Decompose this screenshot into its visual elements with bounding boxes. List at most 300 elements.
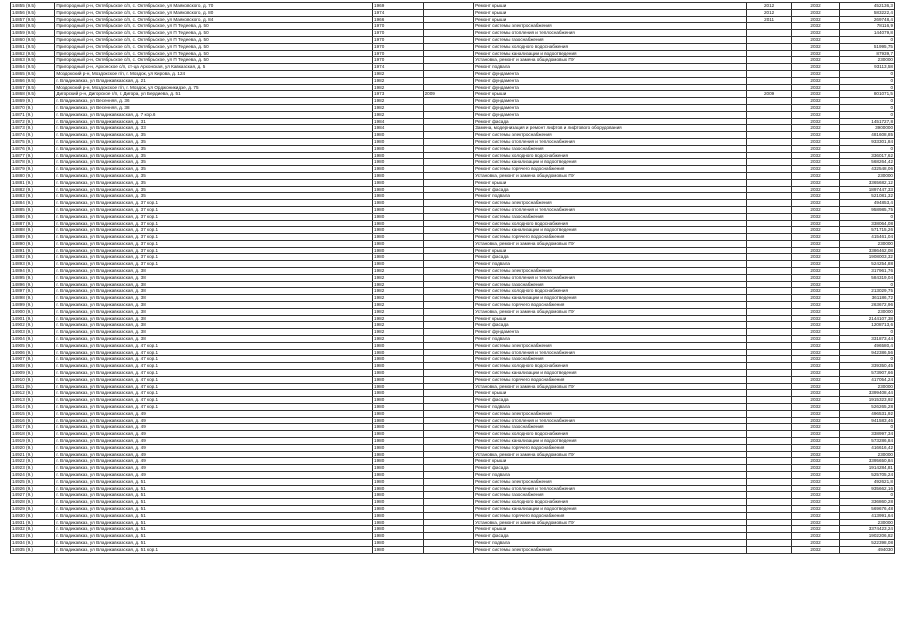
cell-work-type: Ремонт фасада	[474, 254, 747, 261]
cell-year-prev	[423, 186, 474, 193]
cell-year-prev	[423, 36, 474, 43]
table-row	[11, 315, 895, 322]
cell-year-prev	[423, 336, 474, 343]
cell-amount: 496580,4	[840, 342, 895, 349]
cell-year-plan-a	[747, 193, 791, 200]
cell-year-plan-b: 2032	[791, 336, 839, 343]
cell-year-prev	[423, 132, 474, 139]
table-row	[11, 132, 895, 139]
table-row	[11, 356, 895, 363]
cell-amount: 0	[840, 492, 895, 499]
cell-amount: 452136,3	[840, 3, 895, 10]
cell-year-prev	[423, 64, 474, 71]
cell-work-type: Ремонт фасада	[474, 186, 747, 193]
cell-work-type: Ремонт системы холодного водоснабжения	[474, 43, 747, 50]
cell-year-built: 1982	[373, 84, 424, 91]
cell-year-plan-b: 2032	[791, 444, 839, 451]
cell-id: 14872 (9.)	[11, 118, 55, 125]
cell-year-plan-b: 2032	[791, 383, 839, 390]
cell-year-plan-b: 2032	[791, 268, 839, 275]
cell-id: 14875 (9.)	[11, 138, 55, 145]
cell-id: 14887 (9.)	[11, 220, 55, 227]
table-row	[11, 138, 895, 145]
cell-year-prev	[423, 342, 474, 349]
cell-year-built: 1980	[373, 539, 424, 546]
cell-year-prev	[423, 281, 474, 288]
cell-address: г. Владикавказ, ул Владикавказская, д. 51	[55, 512, 373, 519]
cell-year-prev	[423, 213, 474, 220]
cell-id: 14870 (9.)	[11, 104, 55, 111]
cell-year-plan-a	[747, 539, 791, 546]
cell-year-built: 1980	[373, 363, 424, 370]
cell-id: 14893 (9.)	[11, 261, 55, 268]
cell-id: 14883 (9.)	[11, 193, 55, 200]
cell-amount: 1914284,81	[840, 465, 895, 472]
cell-year-plan-a	[747, 492, 791, 499]
cell-year-plan-a	[747, 132, 791, 139]
cell-work-type: Ремонт системы отопления и теплоснабжения	[474, 349, 747, 356]
cell-year-plan-b: 2032	[791, 50, 839, 57]
cell-year-built: 1982	[373, 322, 424, 329]
cell-year-plan-a	[747, 138, 791, 145]
cell-address: г. Владикавказ, ул Владикавказская, д. 49	[55, 410, 373, 417]
cell-id: 14888 (9.)	[11, 227, 55, 234]
cell-address: г. Владикавказ, ул Владикавказская, д. 49	[55, 438, 373, 445]
cell-year-built: 1980	[373, 478, 424, 485]
cell-year-plan-b: 2032	[791, 30, 839, 37]
cell-address: г. Владикавказ, ул Владикавказская, д. 51	[55, 533, 373, 540]
cell-amount: 935662,16	[840, 485, 895, 492]
cell-year-built: 1970	[373, 36, 424, 43]
cell-year-plan-a	[747, 206, 791, 213]
cell-year-plan-a	[747, 240, 791, 247]
cell-id: 14912 (9.)	[11, 390, 55, 397]
table-row	[11, 417, 895, 424]
cell-work-type: Ремонт системы канализации и водоотведения	[474, 505, 747, 512]
cell-year-prev	[423, 424, 474, 431]
cell-address: Пригородный р-н, Октябрьское с/п, с. Октябрьское, ул П Тедеева, д. 50	[55, 50, 373, 57]
cell-year-plan-b: 2032	[791, 254, 839, 261]
cell-year-plan-a	[747, 125, 791, 132]
cell-year-prev	[423, 471, 474, 478]
cell-year-prev	[423, 417, 474, 424]
cell-work-type: Ремонт системы канализации и водоотведения	[474, 438, 747, 445]
cell-amount: 2144107,38	[840, 315, 895, 322]
cell-year-prev	[423, 526, 474, 533]
cell-address: г. Владикавказ, ул Владикавказская, д. 37 кор.1	[55, 220, 373, 227]
cell-year-prev	[423, 404, 474, 411]
cell-year-plan-b: 2032	[791, 424, 839, 431]
cell-year-prev	[423, 499, 474, 506]
cell-year-plan-b: 2032	[791, 193, 839, 200]
cell-amount: 230000	[840, 519, 895, 526]
cell-id: 14930 (9.)	[11, 512, 55, 519]
table-row	[11, 227, 895, 234]
cell-year-plan-a	[747, 179, 791, 186]
table-row	[11, 281, 895, 288]
cell-amount: 571715,26	[840, 227, 895, 234]
cell-year-plan-b: 2032	[791, 213, 839, 220]
cell-year-prev	[423, 431, 474, 438]
cell-id: 14909 (9.)	[11, 370, 55, 377]
cell-amount: 0	[840, 84, 895, 91]
cell-work-type: Ремонт подвала	[474, 193, 747, 200]
cell-year-built: 1970	[373, 50, 424, 57]
cell-work-type: Ремонт подвала	[474, 336, 747, 343]
cell-work-type: Ремонт системы газоснабжения	[474, 356, 747, 363]
cell-address: г. Владикавказ, ул Владикавказская, д. 38	[55, 308, 373, 315]
table-row	[11, 125, 895, 132]
cell-year-built: 1982	[373, 111, 424, 118]
cell-work-type: Установка, ремонт и замена общедомовых ПУ	[474, 57, 747, 64]
table-row	[11, 322, 895, 329]
cell-year-plan-b: 2032	[791, 370, 839, 377]
cell-year-plan-b: 2032	[791, 186, 839, 193]
cell-year-plan-a	[747, 458, 791, 465]
cell-amount: 263672,96	[840, 302, 895, 309]
cell-year-plan-a	[747, 533, 791, 540]
cell-work-type: Ремонт крыши	[474, 16, 747, 23]
cell-work-type: Ремонт системы холодного водоснабжения	[474, 363, 747, 370]
cell-amount: 522398,08	[840, 539, 895, 546]
cell-address: г. Владикавказ, ул Владикавказская, д. 31	[55, 118, 373, 125]
cell-year-prev	[423, 390, 474, 397]
cell-year-prev	[423, 539, 474, 546]
cell-year-prev	[423, 159, 474, 166]
cell-work-type: Ремонт системы электроснабжения	[474, 132, 747, 139]
cell-id: 14862 (9.5)	[11, 50, 55, 57]
table-row	[11, 64, 895, 71]
cell-amount: 496531,92	[840, 410, 895, 417]
cell-id: 14886 (9.)	[11, 213, 55, 220]
cell-id: 14931 (9.)	[11, 519, 55, 526]
table-row	[11, 200, 895, 207]
cell-year-plan-a	[747, 145, 791, 152]
cell-work-type: Ремонт системы горячего водоснабжения	[474, 444, 747, 451]
cell-address: г. Владикавказ, ул Владикавказская, д. 51	[55, 478, 373, 485]
table-row	[11, 274, 895, 281]
cell-work-type: Ремонт системы электроснабжения	[474, 200, 747, 207]
cell-id: 14907 (9.)	[11, 356, 55, 363]
cell-year-plan-b: 2032	[791, 376, 839, 383]
cell-year-built: 1980	[373, 254, 424, 261]
cell-year-plan-a	[747, 254, 791, 261]
cell-year-plan-b: 2032	[791, 23, 839, 30]
cell-id: 14902 (9.)	[11, 322, 55, 329]
cell-year-plan-b: 2032	[791, 118, 839, 125]
cell-address: г. Владикавказ, ул Владикавказская, д. 49	[55, 465, 373, 472]
cell-year-built: 1982	[373, 70, 424, 77]
cell-year-plan-b: 2032	[791, 166, 839, 173]
table-row	[11, 390, 895, 397]
cell-year-plan-a	[747, 417, 791, 424]
table-row	[11, 240, 895, 247]
table-row	[11, 349, 895, 356]
cell-year-prev	[423, 145, 474, 152]
cell-year-plan-b: 2032	[791, 234, 839, 241]
cell-address: Пригородный р-н, Архонское с/п, ст-ца Архонская, ул Кавказская, д. 5	[55, 64, 373, 71]
cell-year-prev	[423, 315, 474, 322]
cell-address: г. Владикавказ, ул Владикавказская, д. 38	[55, 281, 373, 288]
cell-year-plan-a	[747, 295, 791, 302]
cell-work-type: Ремонт фундамента	[474, 84, 747, 91]
cell-year-plan-a	[747, 288, 791, 295]
cell-work-type: Ремонт системы отопления и теплоснабжения	[474, 206, 747, 213]
cell-amount: 230000	[840, 57, 895, 64]
cell-year-prev	[423, 451, 474, 458]
cell-year-prev	[423, 438, 474, 445]
cell-work-type: Ремонт фасада	[474, 322, 747, 329]
cell-year-built: 1980	[373, 471, 424, 478]
cell-year-plan-b: 2032	[791, 315, 839, 322]
cell-address: г. Владикавказ, ул Владикавказская, д. 35	[55, 166, 373, 173]
cell-address: г. Владикавказ, ул Владикавказская, д. 38	[55, 315, 373, 322]
cell-work-type: Ремонт системы горячего водоснабжения	[474, 302, 747, 309]
table-body	[11, 3, 895, 554]
cell-amount: 3365682,12	[840, 179, 895, 186]
cell-year-plan-a	[747, 281, 791, 288]
cell-year-built: 1980	[373, 166, 424, 173]
cell-id: 14904 (9.)	[11, 336, 55, 343]
cell-year-plan-b: 2032	[791, 519, 839, 526]
cell-id: 14866 (9.5)	[11, 77, 55, 84]
cell-amount: 569676,48	[840, 505, 895, 512]
cell-work-type: Установка, ремонт и замена общедомовых ПУ	[474, 172, 747, 179]
cell-year-built: 1982	[373, 315, 424, 322]
cell-year-plan-a	[747, 383, 791, 390]
cell-year-prev	[423, 234, 474, 241]
cell-amount: 230000	[840, 172, 895, 179]
cell-year-prev	[423, 172, 474, 179]
cell-year-built: 1980	[373, 206, 424, 213]
cell-address: г. Владикавказ, ул Владикавказская, д. 47 кор.1	[55, 397, 373, 404]
cell-year-plan-b: 2032	[791, 546, 839, 553]
cell-amount: 338064,08	[840, 220, 895, 227]
cell-year-built: 1970	[373, 23, 424, 30]
cell-year-plan-b: 2032	[791, 84, 839, 91]
cell-year-built: 1980	[373, 526, 424, 533]
cell-year-plan-a	[747, 315, 791, 322]
cell-year-prev	[423, 274, 474, 281]
cell-work-type: Ремонт фасада	[474, 533, 747, 540]
cell-id: 14863 (9.5)	[11, 57, 55, 64]
cell-year-plan-b: 2032	[791, 281, 839, 288]
table-row	[11, 9, 895, 16]
cell-year-plan-b: 2032	[791, 240, 839, 247]
cell-year-plan-a	[747, 546, 791, 553]
cell-amount: 0	[840, 104, 895, 111]
cell-year-prev	[423, 104, 474, 111]
cell-year-plan-b: 2032	[791, 390, 839, 397]
cell-work-type: Ремонт системы газоснабжения	[474, 213, 747, 220]
cell-work-type: Ремонт системы отопления и теплоснабжения	[474, 274, 747, 281]
cell-work-type: Ремонт системы газоснабжения	[474, 424, 747, 431]
table-row	[11, 485, 895, 492]
cell-year-plan-a	[747, 84, 791, 91]
cell-address: г. Владикавказ, ул Владикавказская, д. 37 кор.1	[55, 206, 373, 213]
cell-address: г. Владикавказ, ул Владикавказская, д. 38	[55, 329, 373, 336]
cell-year-plan-b: 2032	[791, 206, 839, 213]
cell-year-built: 1980	[373, 465, 424, 472]
cell-amount: 213029,75	[840, 288, 895, 295]
table-row	[11, 30, 895, 37]
cell-amount: 942386,56	[840, 349, 895, 356]
cell-amount: 584319,04	[840, 274, 895, 281]
cell-year-plan-a	[747, 526, 791, 533]
cell-amount: 417054,24	[840, 376, 895, 383]
cell-amount: 331873,44	[840, 336, 895, 343]
cell-year-prev	[423, 166, 474, 173]
cell-year-plan-b: 2032	[791, 16, 839, 23]
cell-work-type: Ремонт крыши	[474, 526, 747, 533]
cell-work-type: Ремонт системы электроснабжения	[474, 410, 747, 417]
cell-year-plan-a	[747, 363, 791, 370]
cell-amount: 0	[840, 111, 895, 118]
cell-id: 14899 (9.)	[11, 302, 55, 309]
cell-year-plan-b: 2032	[791, 64, 839, 71]
cell-address: г. Владикавказ, ул Владикавказская, д. 47 кор.1	[55, 349, 373, 356]
cell-address: г. Владикавказ, ул Владикавказская, д. 38	[55, 322, 373, 329]
cell-address: г. Владикавказ, ул Владикавказская, д. 51	[55, 539, 373, 546]
cell-id: 14877 (9.)	[11, 152, 55, 159]
table-row	[11, 404, 895, 411]
cell-year-prev	[423, 9, 474, 16]
cell-year-plan-a	[747, 431, 791, 438]
table-row	[11, 220, 895, 227]
cell-year-prev	[423, 111, 474, 118]
cell-year-plan-a	[747, 118, 791, 125]
cell-year-built: 1980	[373, 247, 424, 254]
cell-address: г. Владикавказ, ул Владикавказская, д. 51 кор.1	[55, 546, 373, 553]
cell-amount: 230000	[840, 240, 895, 247]
cell-address: г. Владикавказ, ул Владикавказская, д. 47 кор.1	[55, 363, 373, 370]
cell-year-built: 1980	[373, 213, 424, 220]
cell-address: г. Владикавказ, ул Владикавказская, д. 47 кор.1	[55, 390, 373, 397]
cell-work-type: Ремонт системы канализации и водоотведения	[474, 295, 747, 302]
cell-year-prev	[423, 370, 474, 377]
cell-year-plan-b: 2032	[791, 363, 839, 370]
cell-amount: 78116,9	[840, 23, 895, 30]
cell-address: г. Владикавказ, ул Владикавказская, д. 35	[55, 132, 373, 139]
table-row	[11, 104, 895, 111]
cell-year-plan-b: 2032	[791, 111, 839, 118]
cell-year-plan-a	[747, 213, 791, 220]
cell-id: 14908 (9.)	[11, 363, 55, 370]
table-row	[11, 492, 895, 499]
cell-year-plan-b: 2032	[791, 404, 839, 411]
cell-amount: 230000	[840, 383, 895, 390]
cell-amount: 144079,8	[840, 30, 895, 37]
cell-amount: 573907,66	[840, 370, 895, 377]
cell-address: г. Владикавказ, ул Владикавказская, д. 49	[55, 424, 373, 431]
table-row	[11, 478, 895, 485]
cell-work-type: Ремонт системы электроснабжения	[474, 546, 747, 553]
cell-amount: 958985,75	[840, 206, 895, 213]
table-row	[11, 302, 895, 309]
cell-year-prev	[423, 295, 474, 302]
cell-year-plan-b: 2032	[791, 410, 839, 417]
cell-address: г. Владикавказ, ул Владикавказская, д. 49	[55, 458, 373, 465]
table-row	[11, 186, 895, 193]
cell-year-built: 1970	[373, 30, 424, 37]
cell-address: г. Владикавказ, ул Владикавказская, д. 51	[55, 505, 373, 512]
spreadsheet-page	[10, 2, 895, 554]
table-row	[11, 172, 895, 179]
cell-work-type: Ремонт системы газоснабжения	[474, 281, 747, 288]
cell-work-type: Ремонт подвала	[474, 539, 747, 546]
cell-year-plan-a	[747, 438, 791, 445]
cell-year-prev	[423, 23, 474, 30]
cell-id: 14919 (9.)	[11, 438, 55, 445]
cell-year-plan-a	[747, 274, 791, 281]
cell-address: г. Владикавказ, ул Владикавказская, д. 51	[55, 485, 373, 492]
cell-year-built: 1980	[373, 424, 424, 431]
table-row	[11, 261, 895, 268]
cell-year-prev	[423, 118, 474, 125]
cell-amount: 51995,75	[840, 43, 895, 50]
table-row	[11, 363, 895, 370]
cell-year-plan-b: 2032	[791, 247, 839, 254]
cell-work-type: Ремонт системы канализации и водоотведения	[474, 159, 747, 166]
cell-year-plan-b: 2032	[791, 478, 839, 485]
cell-id: 14896 (9.)	[11, 281, 55, 288]
table-row	[11, 268, 895, 275]
cell-year-plan-a	[747, 322, 791, 329]
cell-amount: 0	[840, 424, 895, 431]
cell-year-prev	[423, 383, 474, 390]
cell-year-built: 1980	[373, 220, 424, 227]
cell-year-plan-a	[747, 227, 791, 234]
cell-address: г. Владикавказ, ул Владикавказская, д. 37 кор.1	[55, 261, 373, 268]
cell-year-built: 1982	[373, 281, 424, 288]
cell-id: 14878 (9.)	[11, 159, 55, 166]
cell-id: 14901 (9.)	[11, 315, 55, 322]
cell-address: Пригородный р-н, Октябрьское с/п, с. Октябрьское, ул П Тедеева, д. 50	[55, 30, 373, 37]
cell-year-built: 1980	[373, 533, 424, 540]
cell-year-prev	[423, 356, 474, 363]
cell-address: г. Владикавказ, ул Владикавказская, д. 37 кор.1	[55, 247, 373, 254]
cell-work-type: Ремонт фундамента	[474, 329, 747, 336]
cell-year-built: 1973	[373, 91, 424, 98]
cell-year-built: 1980	[373, 132, 424, 139]
cell-amount: 1897447,33	[840, 186, 895, 193]
cell-work-type: Ремонт подвала	[474, 261, 747, 268]
cell-work-type: Ремонт крыши	[474, 9, 747, 16]
cell-address: г. Владикавказ, ул Владикавказская, д. 47 кор.1	[55, 404, 373, 411]
cell-year-built: 1980	[373, 546, 424, 553]
table-row	[11, 247, 895, 254]
cell-work-type: Ремонт системы холодного водоснабжения	[474, 152, 747, 159]
table-row	[11, 77, 895, 84]
cell-year-plan-b: 2032	[791, 261, 839, 268]
cell-year-built: 1980	[373, 342, 424, 349]
cell-year-prev	[423, 84, 474, 91]
cell-year-built: 1982	[373, 77, 424, 84]
cell-amount: 0	[840, 36, 895, 43]
cell-work-type: Ремонт системы холодного водоснабжения	[474, 431, 747, 438]
table-row	[11, 179, 895, 186]
cell-year-plan-a	[747, 342, 791, 349]
cell-year-prev	[423, 70, 474, 77]
cell-year-plan-a	[747, 57, 791, 64]
cell-year-plan-b: 2032	[791, 132, 839, 139]
cell-year-prev	[423, 220, 474, 227]
cell-year-plan-a	[747, 200, 791, 207]
cell-amount: 568264,42	[840, 159, 895, 166]
cell-year-prev	[423, 152, 474, 159]
cell-amount: 416616,42	[840, 444, 895, 451]
cell-id: 14890 (9.)	[11, 240, 55, 247]
